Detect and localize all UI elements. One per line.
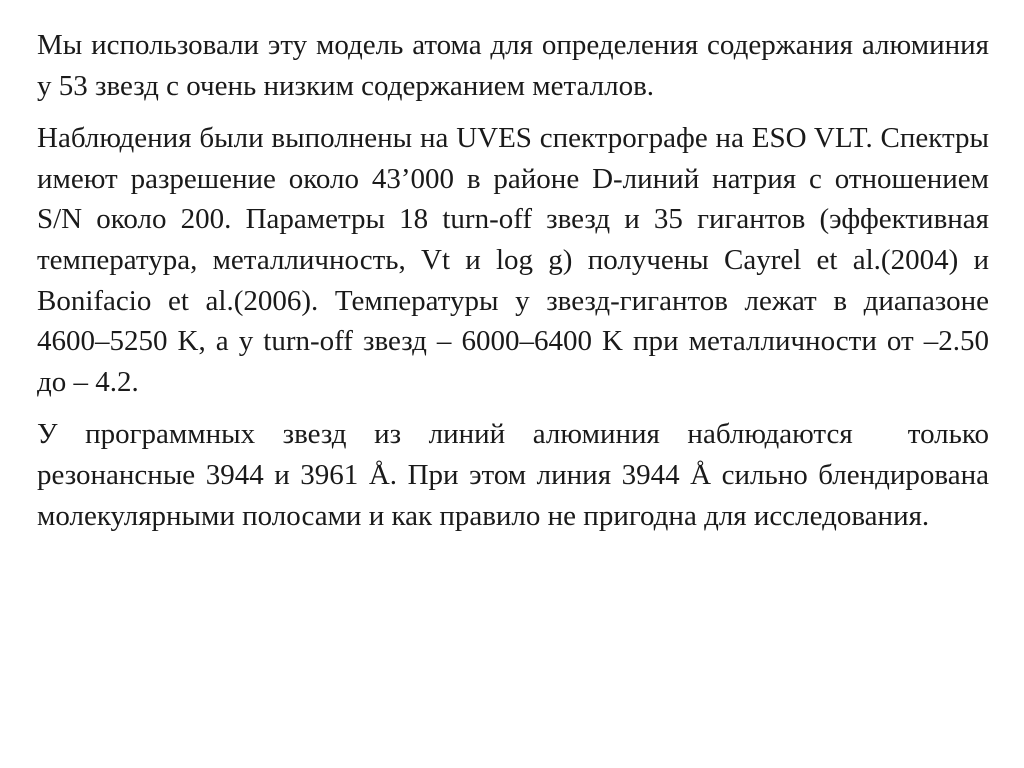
paragraph-resonance-lines: У программных звезд из линий алюминия наблюдаются только резонансные 3944 и 3961 Å. При этом линия 3944 Å сильно блендирована молекулярными полосами и как правило не пригодна для исследования.	[37, 418, 997, 532]
paragraph-observations: Наблюдения были выполнены на UVES спектрографе на ESO VLT. Спектры имеют разрешение около 43’000 в районе D-линий натрия с отношением S/N около 200. Параметры 18 turn-off звезд и 35 гигантов (эффективная температура, металличность, Vt и log g) получены Cayrel et al.(2004) и Bonifacio et al.(2006). Температуры у звезд-гигантов лежат в диапазоне 4600–5250 K, а у turn-off звезд – 6000–6400 K при металличности от –2.50 до – 4.2.	[37, 122, 997, 398]
paragraph-aluminium-model: Мы использовали эту модель атома для определения содержания алюминия у 53 звезд с очень низким содержанием металлов.	[37, 29, 997, 102]
slide-body	[37, 25, 997, 548]
